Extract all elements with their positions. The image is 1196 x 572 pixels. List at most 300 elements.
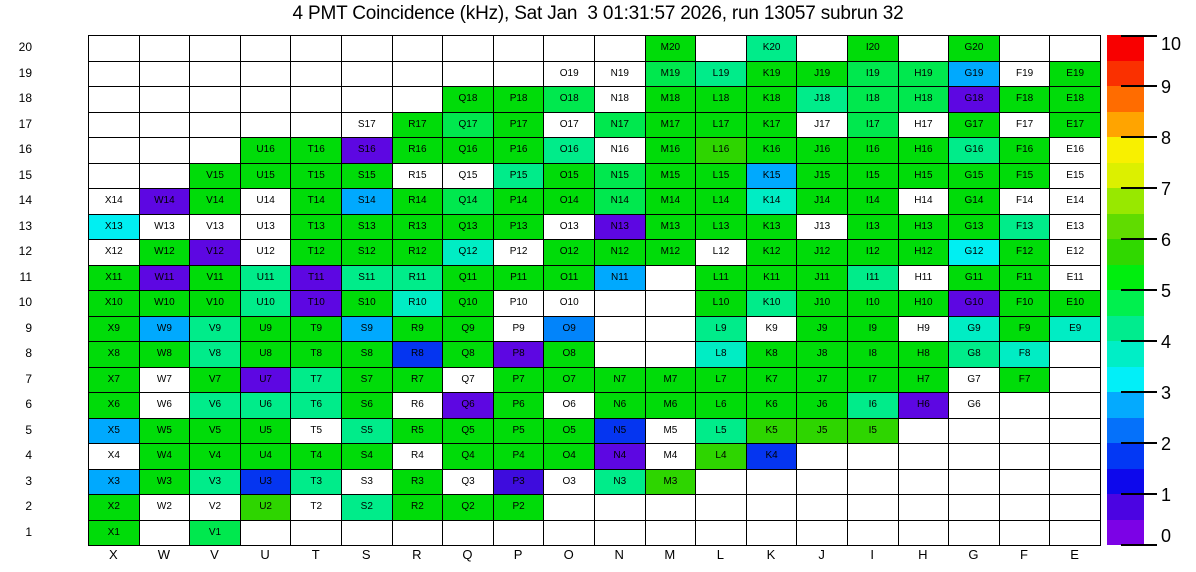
cell-N13: N13 bbox=[594, 214, 645, 240]
cell-empty-S1 bbox=[341, 520, 392, 546]
heatmap-grid bbox=[88, 35, 1101, 546]
cell-O5: O5 bbox=[543, 418, 594, 444]
x-tick-E: E bbox=[1070, 547, 1079, 562]
cell-S3: S3 bbox=[341, 469, 392, 495]
cell-empty-U18 bbox=[240, 86, 291, 112]
x-tick-O: O bbox=[563, 547, 574, 562]
cell-W10: W10 bbox=[139, 290, 190, 316]
cell-H15: H15 bbox=[898, 163, 949, 189]
cell-empty-E20 bbox=[1049, 35, 1100, 61]
cell-J12: J12 bbox=[796, 239, 847, 265]
cell-I14: I14 bbox=[847, 188, 898, 214]
cell-empty-H3 bbox=[898, 469, 949, 495]
cell-I12: I12 bbox=[847, 239, 898, 265]
cell-G6: G6 bbox=[948, 392, 999, 418]
cell-F13: F13 bbox=[999, 214, 1050, 240]
cell-empty-O20 bbox=[543, 35, 594, 61]
cell-L11: L11 bbox=[695, 265, 746, 291]
cell-M15: M15 bbox=[645, 163, 696, 189]
cell-empty-N20 bbox=[594, 35, 645, 61]
cell-L6: L6 bbox=[695, 392, 746, 418]
cell-G7: G7 bbox=[948, 367, 999, 393]
cell-J10: J10 bbox=[796, 290, 847, 316]
x-tick-G: G bbox=[968, 547, 979, 562]
cell-empty-F1 bbox=[999, 520, 1050, 546]
cell-M4: M4 bbox=[645, 443, 696, 469]
cell-P18: P18 bbox=[493, 86, 544, 112]
cell-E19: E19 bbox=[1049, 61, 1100, 87]
cell-G19: G19 bbox=[948, 61, 999, 87]
colorbar-ticklabel-7: 7 bbox=[1161, 179, 1172, 199]
cell-empty-Q19 bbox=[442, 61, 493, 87]
cell-empty-H20 bbox=[898, 35, 949, 61]
cell-empty-H2 bbox=[898, 494, 949, 520]
cell-V14: V14 bbox=[189, 188, 240, 214]
cell-E18: E18 bbox=[1049, 86, 1100, 112]
cell-L5: L5 bbox=[695, 418, 746, 444]
cell-I18: I18 bbox=[847, 86, 898, 112]
cell-V12: V12 bbox=[189, 239, 240, 265]
cell-L4: L4 bbox=[695, 443, 746, 469]
cell-H7: H7 bbox=[898, 367, 949, 393]
cell-F16: F16 bbox=[999, 137, 1050, 163]
cell-I13: I13 bbox=[847, 214, 898, 240]
cell-M12: M12 bbox=[645, 239, 696, 265]
cell-N16: N16 bbox=[594, 137, 645, 163]
cell-empty-H4 bbox=[898, 443, 949, 469]
cell-empty-S18 bbox=[341, 86, 392, 112]
cell-M16: M16 bbox=[645, 137, 696, 163]
cell-J14: J14 bbox=[796, 188, 847, 214]
cell-T13: T13 bbox=[290, 214, 341, 240]
cell-R10: R10 bbox=[392, 290, 443, 316]
cell-empty-F2 bbox=[999, 494, 1050, 520]
cell-S13: S13 bbox=[341, 214, 392, 240]
colorbar-tickline-6 bbox=[1121, 238, 1157, 240]
cell-empty-E2 bbox=[1049, 494, 1100, 520]
cell-J13: J13 bbox=[796, 214, 847, 240]
cell-W5: W5 bbox=[139, 418, 190, 444]
cell-empty-G4 bbox=[948, 443, 999, 469]
cell-Q8: Q8 bbox=[442, 341, 493, 367]
cell-N5: N5 bbox=[594, 418, 645, 444]
cell-S14: S14 bbox=[341, 188, 392, 214]
cell-P9: P9 bbox=[493, 316, 544, 342]
cell-empty-F5 bbox=[999, 418, 1050, 444]
cell-V13: V13 bbox=[189, 214, 240, 240]
cell-P15: P15 bbox=[493, 163, 544, 189]
cell-P8: P8 bbox=[493, 341, 544, 367]
x-tick-P: P bbox=[513, 547, 523, 562]
colorbar-tickline-1 bbox=[1121, 493, 1157, 495]
cell-N12: N12 bbox=[594, 239, 645, 265]
cell-X9: X9 bbox=[88, 316, 139, 342]
cell-U2: U2 bbox=[240, 494, 291, 520]
x-tick-T: T bbox=[311, 547, 320, 562]
cell-H13: H13 bbox=[898, 214, 949, 240]
cell-I8: I8 bbox=[847, 341, 898, 367]
cell-empty-N1 bbox=[594, 520, 645, 546]
cell-N3: N3 bbox=[594, 469, 645, 495]
cell-empty-E1 bbox=[1049, 520, 1100, 546]
cell-empty-W17 bbox=[139, 112, 190, 138]
cell-K13: K13 bbox=[746, 214, 797, 240]
cell-W12: W12 bbox=[139, 239, 190, 265]
cell-R8: R8 bbox=[392, 341, 443, 367]
colorbar-ticklabel-2: 2 bbox=[1161, 434, 1172, 454]
cell-empty-I3 bbox=[847, 469, 898, 495]
cell-I16: I16 bbox=[847, 137, 898, 163]
cell-P7: P7 bbox=[493, 367, 544, 393]
cell-O6: O6 bbox=[543, 392, 594, 418]
cell-X13: X13 bbox=[88, 214, 139, 240]
cell-empty-L20 bbox=[695, 35, 746, 61]
cell-H9: H9 bbox=[898, 316, 949, 342]
x-tick-M: M bbox=[664, 547, 676, 562]
cell-T12: T12 bbox=[290, 239, 341, 265]
cell-M13: M13 bbox=[645, 214, 696, 240]
cell-K8: K8 bbox=[746, 341, 797, 367]
cell-empty-T19 bbox=[290, 61, 341, 87]
cell-empty-F3 bbox=[999, 469, 1050, 495]
cell-M6: M6 bbox=[645, 392, 696, 418]
cell-empty-P19 bbox=[493, 61, 544, 87]
cell-P5: P5 bbox=[493, 418, 544, 444]
cell-N7: N7 bbox=[594, 367, 645, 393]
cell-K20: K20 bbox=[746, 35, 797, 61]
cell-R3: R3 bbox=[392, 469, 443, 495]
y-tick-10: 10 bbox=[18, 295, 32, 309]
cell-F18: F18 bbox=[999, 86, 1050, 112]
cell-T4: T4 bbox=[290, 443, 341, 469]
cell-I20: I20 bbox=[847, 35, 898, 61]
x-tick-F: F bbox=[1020, 547, 1028, 562]
cell-empty-W18 bbox=[139, 86, 190, 112]
cell-K10: K10 bbox=[746, 290, 797, 316]
cell-K9: K9 bbox=[746, 316, 797, 342]
cell-J9: J9 bbox=[796, 316, 847, 342]
cell-M18: M18 bbox=[645, 86, 696, 112]
cell-O9: O9 bbox=[543, 316, 594, 342]
cell-K14: K14 bbox=[746, 188, 797, 214]
cell-H8: H8 bbox=[898, 341, 949, 367]
cell-Q2: Q2 bbox=[442, 494, 493, 520]
cell-J6: J6 bbox=[796, 392, 847, 418]
cell-empty-T18 bbox=[290, 86, 341, 112]
cell-empty-G3 bbox=[948, 469, 999, 495]
cell-V7: V7 bbox=[189, 367, 240, 393]
cell-S5: S5 bbox=[341, 418, 392, 444]
cell-L12: L12 bbox=[695, 239, 746, 265]
cell-W7: W7 bbox=[139, 367, 190, 393]
cell-empty-X18 bbox=[88, 86, 139, 112]
cell-empty-R1 bbox=[392, 520, 443, 546]
cell-empty-G5 bbox=[948, 418, 999, 444]
cell-empty-E7 bbox=[1049, 367, 1100, 393]
y-tick-4: 4 bbox=[25, 448, 32, 462]
cell-U4: U4 bbox=[240, 443, 291, 469]
cell-empty-W20 bbox=[139, 35, 190, 61]
cell-empty-X17 bbox=[88, 112, 139, 138]
cell-P6: P6 bbox=[493, 392, 544, 418]
cell-X2: X2 bbox=[88, 494, 139, 520]
cell-V4: V4 bbox=[189, 443, 240, 469]
y-tick-9: 9 bbox=[25, 320, 32, 335]
cell-G13: G13 bbox=[948, 214, 999, 240]
cell-X1: X1 bbox=[88, 520, 139, 546]
cell-empty-V19 bbox=[189, 61, 240, 87]
y-tick-16: 16 bbox=[18, 142, 32, 156]
cell-empty-G1 bbox=[948, 520, 999, 546]
cell-I7: I7 bbox=[847, 367, 898, 393]
cell-K19: K19 bbox=[746, 61, 797, 87]
cell-K15: K15 bbox=[746, 163, 797, 189]
cell-I5: I5 bbox=[847, 418, 898, 444]
cell-empty-Q1 bbox=[442, 520, 493, 546]
cell-L13: L13 bbox=[695, 214, 746, 240]
cell-K7: K7 bbox=[746, 367, 797, 393]
cell-N14: N14 bbox=[594, 188, 645, 214]
colorbar-ticklabel-3: 3 bbox=[1161, 383, 1172, 403]
cell-H17: H17 bbox=[898, 112, 949, 138]
colorbar-tickline-2 bbox=[1121, 442, 1157, 444]
cell-W4: W4 bbox=[139, 443, 190, 469]
cell-I11: I11 bbox=[847, 265, 898, 291]
cell-U8: U8 bbox=[240, 341, 291, 367]
cell-empty-E8 bbox=[1049, 341, 1100, 367]
cell-R5: R5 bbox=[392, 418, 443, 444]
cell-M19: M19 bbox=[645, 61, 696, 87]
cell-R12: R12 bbox=[392, 239, 443, 265]
cell-empty-U20 bbox=[240, 35, 291, 61]
cell-X7: X7 bbox=[88, 367, 139, 393]
cell-U14: U14 bbox=[240, 188, 291, 214]
cell-T8: T8 bbox=[290, 341, 341, 367]
cell-H14: H14 bbox=[898, 188, 949, 214]
cell-R15: R15 bbox=[392, 163, 443, 189]
colorbar-tickline-10 bbox=[1121, 35, 1157, 37]
cell-K18: K18 bbox=[746, 86, 797, 112]
cell-empty-T20 bbox=[290, 35, 341, 61]
x-tick-L: L bbox=[716, 547, 725, 562]
cell-G10: G10 bbox=[948, 290, 999, 316]
cell-O13: O13 bbox=[543, 214, 594, 240]
cell-M14: M14 bbox=[645, 188, 696, 214]
cell-M3: M3 bbox=[645, 469, 696, 495]
cell-L7: L7 bbox=[695, 367, 746, 393]
cell-empty-N2 bbox=[594, 494, 645, 520]
cell-K4: K4 bbox=[746, 443, 797, 469]
y-axis-labels bbox=[4, 35, 32, 545]
cell-H11: H11 bbox=[898, 265, 949, 291]
cell-G12: G12 bbox=[948, 239, 999, 265]
cell-empty-M10 bbox=[645, 290, 696, 316]
cell-empty-S20 bbox=[341, 35, 392, 61]
cell-empty-V20 bbox=[189, 35, 240, 61]
cell-J11: J11 bbox=[796, 265, 847, 291]
cell-empty-I4 bbox=[847, 443, 898, 469]
cell-empty-I1 bbox=[847, 520, 898, 546]
cell-empty-R19 bbox=[392, 61, 443, 87]
cell-empty-M9 bbox=[645, 316, 696, 342]
cell-T6: T6 bbox=[290, 392, 341, 418]
cell-V8: V8 bbox=[189, 341, 240, 367]
cell-empty-W1 bbox=[139, 520, 190, 546]
cell-T15: T15 bbox=[290, 163, 341, 189]
cell-empty-F6 bbox=[999, 392, 1050, 418]
cell-J16: J16 bbox=[796, 137, 847, 163]
cell-S2: S2 bbox=[341, 494, 392, 520]
cell-W9: W9 bbox=[139, 316, 190, 342]
cell-F15: F15 bbox=[999, 163, 1050, 189]
cell-L16: L16 bbox=[695, 137, 746, 163]
cell-F11: F11 bbox=[999, 265, 1050, 291]
y-tick-20: 20 bbox=[18, 40, 32, 54]
cell-M5: M5 bbox=[645, 418, 696, 444]
cell-G15: G15 bbox=[948, 163, 999, 189]
cell-empty-E4 bbox=[1049, 443, 1100, 469]
cell-P11: P11 bbox=[493, 265, 544, 291]
colorbar-tickline-0 bbox=[1121, 544, 1157, 546]
cell-M20: M20 bbox=[645, 35, 696, 61]
cell-V15: V15 bbox=[189, 163, 240, 189]
cell-Q14: Q14 bbox=[442, 188, 493, 214]
colorbar-ticklabel-5: 5 bbox=[1161, 281, 1172, 301]
y-tick-13: 13 bbox=[18, 218, 32, 233]
cell-E13: E13 bbox=[1049, 214, 1100, 240]
cell-U7: U7 bbox=[240, 367, 291, 393]
cell-N19: N19 bbox=[594, 61, 645, 87]
cell-F8: F8 bbox=[999, 341, 1050, 367]
cell-L8: L8 bbox=[695, 341, 746, 367]
cell-Q9: Q9 bbox=[442, 316, 493, 342]
cell-O16: O16 bbox=[543, 137, 594, 163]
cell-T9: T9 bbox=[290, 316, 341, 342]
cell-J19: J19 bbox=[796, 61, 847, 87]
colorbar-ticklabel-1: 1 bbox=[1161, 485, 1172, 505]
cell-P10: P10 bbox=[493, 290, 544, 316]
cell-G20: G20 bbox=[948, 35, 999, 61]
x-tick-V: V bbox=[210, 547, 219, 562]
cell-T5: T5 bbox=[290, 418, 341, 444]
colorbar-ticklabel-10: 10 bbox=[1161, 34, 1182, 54]
y-tick-17: 17 bbox=[18, 116, 32, 131]
x-tick-H: H bbox=[918, 547, 928, 562]
cell-J15: J15 bbox=[796, 163, 847, 189]
x-tick-J: J bbox=[818, 547, 825, 562]
cell-U5: U5 bbox=[240, 418, 291, 444]
cell-R16: R16 bbox=[392, 137, 443, 163]
cell-U15: U15 bbox=[240, 163, 291, 189]
y-tick-12: 12 bbox=[18, 244, 32, 258]
cell-R14: R14 bbox=[392, 188, 443, 214]
cell-empty-J2 bbox=[796, 494, 847, 520]
cell-U12: U12 bbox=[240, 239, 291, 265]
cell-V3: V3 bbox=[189, 469, 240, 495]
cell-T10: T10 bbox=[290, 290, 341, 316]
cell-empty-L3 bbox=[695, 469, 746, 495]
x-tick-K: K bbox=[766, 547, 776, 562]
colorbar-tickline-9 bbox=[1121, 85, 1157, 87]
cell-T11: T11 bbox=[290, 265, 341, 291]
cell-N18: N18 bbox=[594, 86, 645, 112]
cell-empty-M11 bbox=[645, 265, 696, 291]
x-tick-X: X bbox=[108, 547, 118, 562]
cell-O10: O10 bbox=[543, 290, 594, 316]
cell-S11: S11 bbox=[341, 265, 392, 291]
cell-P4: P4 bbox=[493, 443, 544, 469]
cell-O14: O14 bbox=[543, 188, 594, 214]
cell-Q5: Q5 bbox=[442, 418, 493, 444]
colorbar-tickline-8 bbox=[1121, 136, 1157, 138]
cell-P17: P17 bbox=[493, 112, 544, 138]
cell-empty-F20 bbox=[999, 35, 1050, 61]
cell-U6: U6 bbox=[240, 392, 291, 418]
cell-J7: J7 bbox=[796, 367, 847, 393]
colorbar-ticklabel-6: 6 bbox=[1161, 230, 1172, 250]
cell-K5: K5 bbox=[746, 418, 797, 444]
y-tick-3: 3 bbox=[25, 473, 32, 488]
cell-empty-K2 bbox=[746, 494, 797, 520]
cell-Q17: Q17 bbox=[442, 112, 493, 138]
cell-K6: K6 bbox=[746, 392, 797, 418]
cell-T2: T2 bbox=[290, 494, 341, 520]
cell-V5: V5 bbox=[189, 418, 240, 444]
cell-U11: U11 bbox=[240, 265, 291, 291]
cell-F19: F19 bbox=[999, 61, 1050, 87]
cell-E14: E14 bbox=[1049, 188, 1100, 214]
cell-U10: U10 bbox=[240, 290, 291, 316]
y-tick-1: 1 bbox=[25, 524, 32, 539]
cell-W14: W14 bbox=[139, 188, 190, 214]
y-tick-7: 7 bbox=[25, 371, 32, 386]
cell-V2: V2 bbox=[189, 494, 240, 520]
cell-L14: L14 bbox=[695, 188, 746, 214]
x-axis-labels bbox=[88, 547, 1100, 562]
y-tick-15: 15 bbox=[18, 167, 32, 182]
cell-T14: T14 bbox=[290, 188, 341, 214]
cell-empty-I2 bbox=[847, 494, 898, 520]
x-tick-S: S bbox=[361, 547, 371, 562]
cell-empty-T1 bbox=[290, 520, 341, 546]
cell-E16: E16 bbox=[1049, 137, 1100, 163]
cell-empty-W15 bbox=[139, 163, 190, 189]
y-tick-19: 19 bbox=[18, 65, 32, 80]
cell-Q15: Q15 bbox=[442, 163, 493, 189]
cell-empty-L1 bbox=[695, 520, 746, 546]
cell-T7: T7 bbox=[290, 367, 341, 393]
cell-H12: H12 bbox=[898, 239, 949, 265]
cell-empty-P1 bbox=[493, 520, 544, 546]
cell-S8: S8 bbox=[341, 341, 392, 367]
cell-Q18: Q18 bbox=[442, 86, 493, 112]
cell-F10: F10 bbox=[999, 290, 1050, 316]
cell-X4: X4 bbox=[88, 443, 139, 469]
cell-O7: O7 bbox=[543, 367, 594, 393]
cell-empty-M8 bbox=[645, 341, 696, 367]
cell-O3: O3 bbox=[543, 469, 594, 495]
cell-R7: R7 bbox=[392, 367, 443, 393]
cell-empty-V16 bbox=[189, 137, 240, 163]
cell-W11: W11 bbox=[139, 265, 190, 291]
cell-F9: F9 bbox=[999, 316, 1050, 342]
cell-L18: L18 bbox=[695, 86, 746, 112]
cell-F12: F12 bbox=[999, 239, 1050, 265]
cell-G18: G18 bbox=[948, 86, 999, 112]
cell-E10: E10 bbox=[1049, 290, 1100, 316]
cell-W13: W13 bbox=[139, 214, 190, 240]
cell-empty-X20 bbox=[88, 35, 139, 61]
